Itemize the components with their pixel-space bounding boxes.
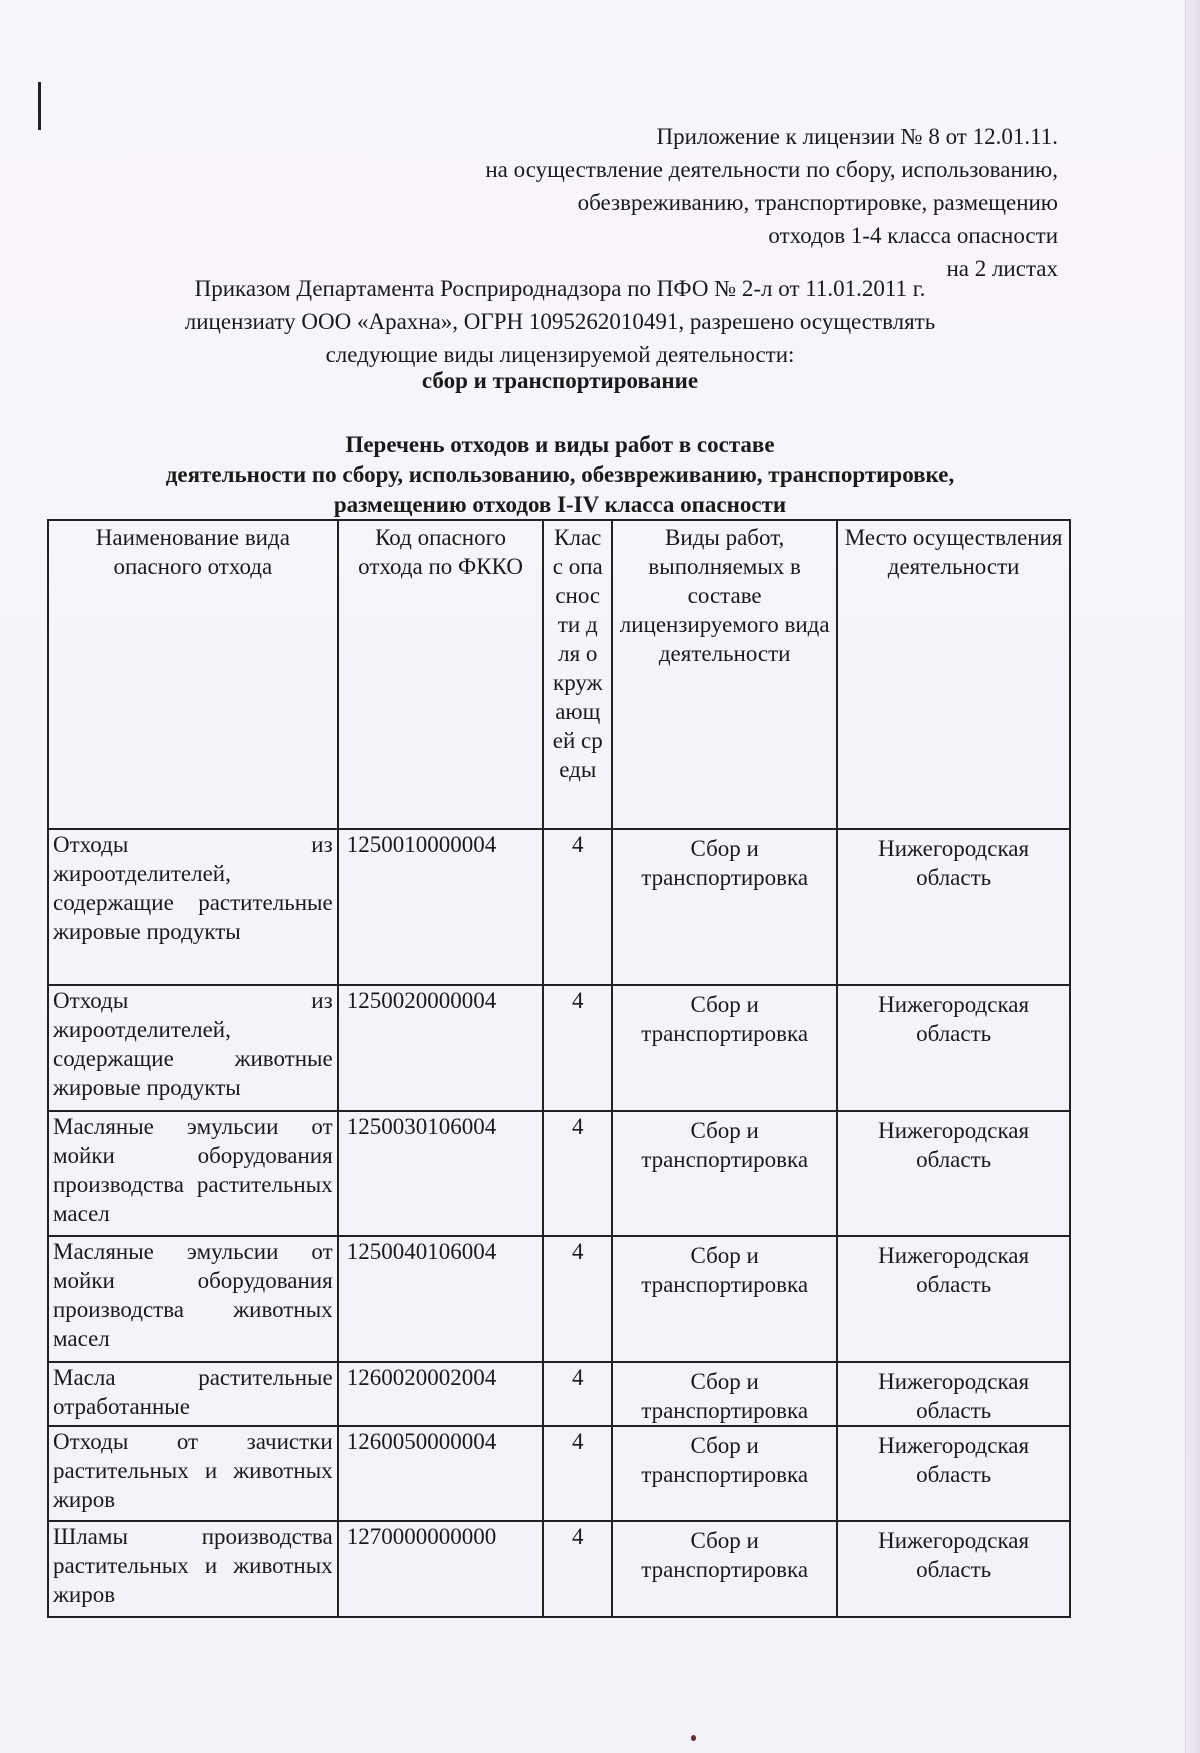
hazard-class: 4 [543, 985, 612, 1111]
appendix-header [338, 120, 1058, 285]
header-line: обезвреживанию, транспортировке, размещению [577, 190, 1058, 215]
page-edge [1185, 0, 1200, 1753]
table-row [48, 1236, 1070, 1362]
hazard-class: 4 [543, 1111, 612, 1236]
table-row [48, 1521, 1070, 1617]
waste-name: Шламы производства растительных и животных жиров [48, 1521, 338, 1617]
order-line: Приказом Департамента Росприроднадзора по ПФО № 2-л от 11.01.2011 г. [194, 276, 926, 301]
work-type: Сбор и транспортировка [612, 829, 837, 985]
table-row [48, 1426, 1070, 1521]
work-type: Сбор и транспортировка [612, 985, 837, 1111]
activity-place: Нижегородская область [837, 829, 1070, 985]
activity-type: сбор и транспортирование [421, 368, 699, 393]
header-line: Приложение к лицензии № 8 от 12.01.11. [656, 124, 1058, 149]
table-row [48, 1111, 1070, 1236]
header-line: на осуществление деятельности по сбору, использованию, [485, 157, 1058, 182]
waste-name: Масляные эмульсии от мойки оборудования производства растительных масел [48, 1111, 338, 1236]
waste-code: 1260020002004 [338, 1362, 544, 1426]
list-title [60, 430, 1060, 520]
table-header-row [48, 520, 1070, 829]
work-type: Сбор и транспортировка [612, 1236, 837, 1362]
column-header-class-text: Класс опасности для окружающей среды [552, 525, 603, 782]
waste-code: 1250030106004 [338, 1111, 544, 1236]
column-header-name: Наименование вида опасного отхода [48, 520, 338, 829]
list-title-line: деятельности по сбору, использованию, обезвреживанию, транспортировке, [165, 462, 955, 487]
list-title-line: Перечень отходов и виды работ в составе [345, 432, 775, 457]
order-line: лицензиату ООО «Арахна», ОГРН 1095262010491, разрешено осуществлять [184, 309, 936, 334]
activity-place: Нижегородская область [837, 1236, 1070, 1362]
column-header-class [543, 520, 612, 829]
column-header-place: Место осуществления деятельности [837, 520, 1070, 829]
waste-name: Масляные эмульсии от мойки оборудования производства животных масел [48, 1236, 338, 1362]
table-row [48, 829, 1070, 985]
scan-edge-mark [38, 82, 41, 130]
column-header-work: Виды работ, выполняемых в составе лицензируемого вида деятельности [612, 520, 837, 829]
header-line: на 2 листах [946, 256, 1058, 281]
hazard-class: 4 [543, 1362, 612, 1426]
waste-name: Отходы из жироотделителей, содержащие животные жировые продукты [48, 985, 338, 1111]
order-paragraph [70, 272, 1050, 371]
hazard-class: 4 [543, 829, 612, 985]
ink-speck [691, 1735, 696, 1741]
activity-place: Нижегородская область [837, 1426, 1070, 1521]
activity-place: Нижегородская область [837, 1111, 1070, 1236]
header-line: отходов 1-4 класса опасности [768, 223, 1058, 248]
table-row [48, 985, 1070, 1111]
hazard-class: 4 [543, 1236, 612, 1362]
waste-name: Отходы из жироотделителей, содержащие растительные жировые продукты [48, 829, 338, 985]
activity-place: Нижегородская область [837, 1362, 1070, 1426]
waste-code: 1260050000004 [338, 1426, 544, 1521]
column-header-code: Код опасного отхода по ФККО [338, 520, 544, 829]
work-type: Сбор и транспортировка [612, 1111, 837, 1236]
activity-place: Нижегородская область [837, 1521, 1070, 1617]
work-type: Сбор и транспортировка [612, 1521, 837, 1617]
waste-name: Отходы от зачистки растительных и животных жиров [48, 1426, 338, 1521]
order-line: следующие виды лицензируемой деятельности: [325, 342, 795, 367]
table-row [48, 1362, 1070, 1426]
waste-code: 1250040106004 [338, 1236, 544, 1362]
waste-table [47, 519, 1071, 1618]
work-type: Сбор и транспортировка [612, 1362, 837, 1426]
hazard-class: 4 [543, 1426, 612, 1521]
waste-code: 1270000000000 [338, 1521, 544, 1617]
work-type: Сбор и транспортировка [612, 1426, 837, 1521]
list-title-line: размещению отходов I-IV класса опасности [333, 492, 787, 517]
waste-name: Масла растительные отработанные [48, 1362, 338, 1426]
waste-code: 1250010000004 [338, 829, 544, 985]
waste-code: 1250020000004 [338, 985, 544, 1111]
activity-place: Нижегородская область [837, 985, 1070, 1111]
hazard-class: 4 [543, 1521, 612, 1617]
